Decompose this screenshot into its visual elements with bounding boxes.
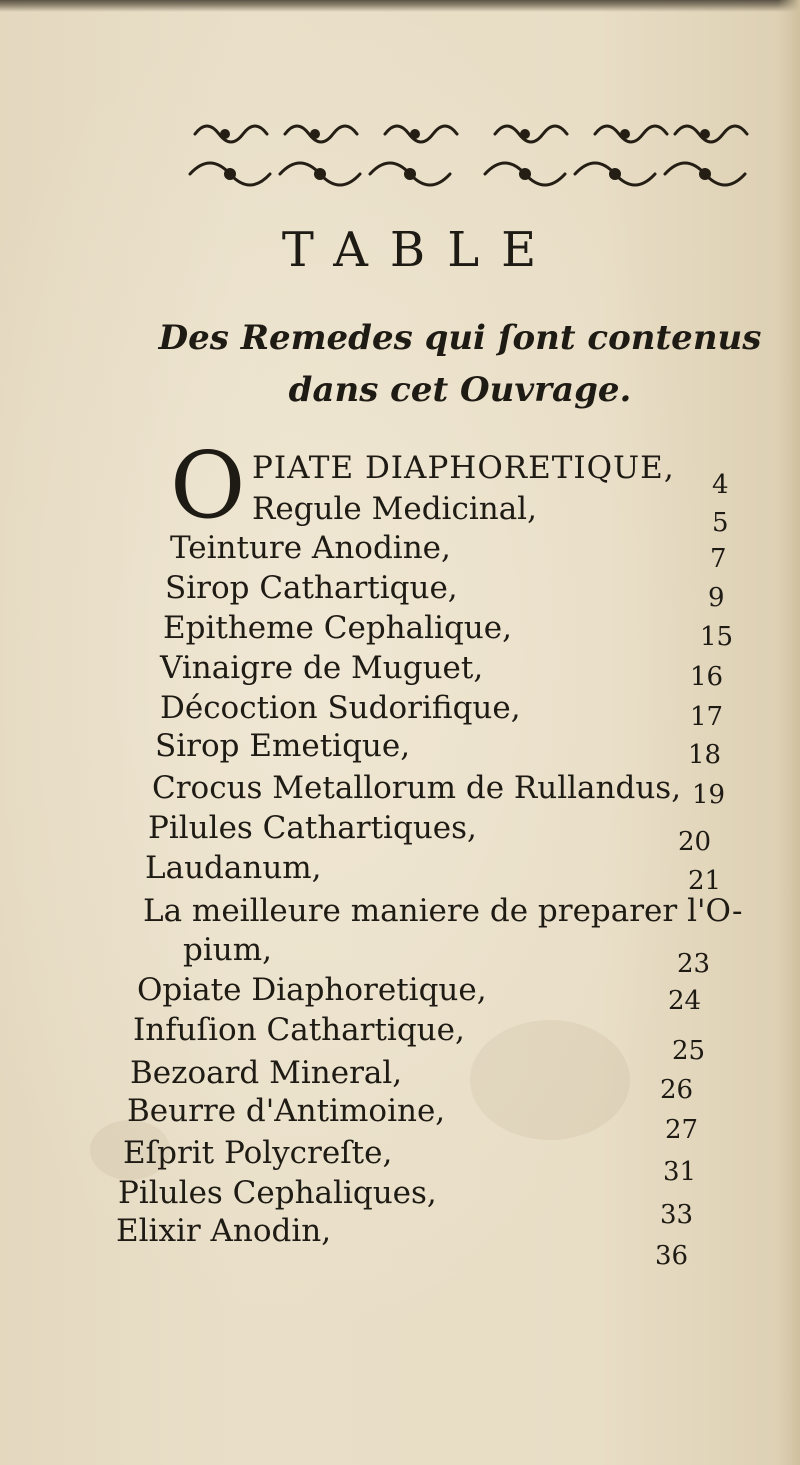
list-item	[0, 810, 800, 857]
list-item	[0, 1213, 800, 1271]
entry-page: 33	[660, 1200, 694, 1230]
list-item	[0, 893, 800, 933]
ornament-band	[185, 112, 755, 212]
list-item	[0, 690, 800, 730]
entry-name: Pilules Cathartiques,	[148, 810, 477, 846]
entry-page: 9	[708, 583, 725, 613]
list-item	[0, 1055, 800, 1105]
entry-name: Regule Medicinal,	[252, 491, 537, 527]
list-item	[0, 570, 800, 613]
list-item	[0, 728, 800, 768]
entry-name: Eſprit Polycreſte,	[123, 1135, 393, 1171]
entry-name: Teinture Anodine,	[170, 530, 451, 566]
entry-page: 7	[710, 544, 727, 574]
entry-name: Laudanum,	[145, 850, 322, 886]
entry-name: Sirop Emetique,	[155, 728, 411, 764]
drop-cap: O	[170, 432, 246, 539]
list-item	[0, 1012, 800, 1066]
entry-page: 36	[655, 1241, 689, 1271]
entry-page: 19	[692, 780, 726, 810]
entry-name: Beurre d'Antimoine,	[127, 1093, 446, 1129]
entry-name: Infuſion Cathartique,	[133, 1012, 465, 1048]
list-item	[0, 1175, 800, 1230]
entry-page: 21	[688, 866, 722, 896]
entry-name: Crocus Metallorum de Rullandus,	[152, 770, 682, 806]
list-item	[0, 1135, 800, 1187]
entry-page: 18	[688, 740, 722, 770]
subtitle-line: dans cet Ouvrage.	[288, 370, 632, 410]
entry-name: Pilules Cephaliques,	[118, 1175, 437, 1211]
list-item	[0, 770, 800, 810]
ornament-bottom-row	[190, 163, 745, 185]
entry-name: PIATE DIAPHORETIQUE,	[252, 450, 675, 486]
subtitle-line: Des Remedes qui ſont contenus	[158, 318, 762, 358]
list-item	[0, 650, 800, 690]
entry-name: Bezoard Mineral,	[130, 1055, 403, 1091]
entry-name: pium,	[183, 932, 272, 968]
list-item	[0, 932, 800, 979]
entry-name: Décoction Sudorifique,	[160, 690, 521, 726]
list-item	[0, 610, 800, 650]
entry-page: 5	[712, 508, 729, 538]
entry-page: 27	[665, 1115, 699, 1145]
page-top-edge	[0, 0, 800, 12]
entry-page: 16	[690, 662, 724, 692]
entry-page: 15	[700, 622, 734, 652]
entry-name: La meilleure maniere de preparer l'O-	[143, 893, 743, 929]
entry-name: Opiate Diaphoretique,	[137, 972, 487, 1008]
entry-page: 17	[690, 702, 724, 732]
entry-name: Sirop Cathartique,	[165, 570, 458, 606]
entry-page: 31	[663, 1157, 697, 1187]
list-item	[0, 530, 800, 574]
list-item	[0, 450, 800, 500]
entry-page: 26	[660, 1075, 694, 1105]
list-item	[0, 1093, 800, 1145]
entry-page: 25	[672, 1036, 706, 1066]
entry-page: 4	[712, 470, 729, 500]
entry-page: 23	[677, 949, 711, 979]
list-item	[0, 972, 800, 1016]
entry-page: 20	[678, 827, 712, 857]
list-item	[0, 850, 800, 896]
list-item	[0, 491, 800, 538]
entry-name: Epitheme Cephalique,	[163, 610, 512, 646]
page-subtitle	[150, 312, 770, 416]
ornament-top-row	[195, 126, 747, 142]
entry-page: 24	[668, 986, 702, 1016]
page-title: TABLE	[281, 222, 559, 278]
entry-name: Elixir Anodin,	[116, 1213, 332, 1249]
entry-name: Vinaigre de Muguet,	[160, 650, 484, 686]
